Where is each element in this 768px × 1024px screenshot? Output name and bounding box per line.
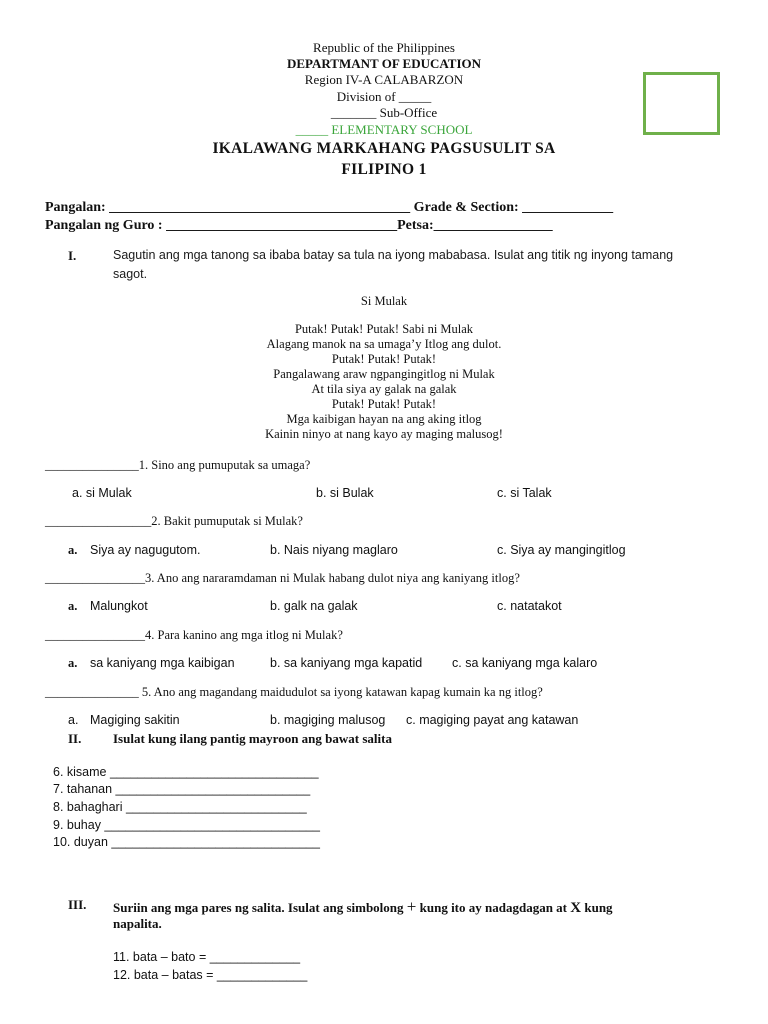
question-5: _______________ 5. Ano ang magandang maidudulot sa iyong katawan kapag kumain ka ng itlog? xyxy=(45,685,543,699)
item-7: 7. tahanan ____________________________ xyxy=(53,782,311,796)
poem-line: Pangalawang araw ngpangingitlog ni Mulak xyxy=(273,367,495,381)
q4-choice-b: b. sa kaniyang mga kapatid xyxy=(270,656,423,670)
section-1-instruction-cont: sagot. xyxy=(113,267,148,281)
poem-line: Alagang manok na sa umaga’y Itlog ang dulot. xyxy=(266,337,502,351)
question-2: _________________2. Bakit pumuputak si Mulak? xyxy=(45,514,303,528)
item-9: 9. buhay _______________________________ xyxy=(53,818,320,832)
poem-line: Mga kaibigan hayan na ang aking itlog xyxy=(286,412,482,426)
region-line: Region IV-A CALABARZON xyxy=(304,72,464,87)
q2-choice-a: Siya ay nagugutom. xyxy=(90,543,201,557)
poem-line: At tila siya ay galak na galak xyxy=(311,382,457,396)
exam-subject: FILIPINO 1 xyxy=(341,161,427,178)
department-line: DEPARTMANT OF EDUCATION xyxy=(286,56,482,71)
q5-choice-a: Magiging sakitin xyxy=(90,713,180,727)
q4-choice-c: c. sa kaniyang mga kalaro xyxy=(452,656,598,670)
section-3-instruction-b: kung ito ay nadagdagan at xyxy=(419,900,568,915)
section-2-number: II. xyxy=(68,731,82,746)
q5-choice-c: c. magiging payat ang katawan xyxy=(406,713,579,727)
q4-choice-a: sa kaniyang mga kaibigan xyxy=(90,656,235,670)
item-10: 10. duyan ______________________________ xyxy=(53,835,320,849)
section-1-number: I. xyxy=(68,248,77,263)
question-4: ________________4. Para kanino ang mga itlog ni Mulak? xyxy=(45,628,343,642)
item-6: 6. kisame ______________________________ xyxy=(53,765,319,779)
item-12: 12. bata – batas = _____________ xyxy=(113,968,308,982)
poem-line: Putak! Putak! Putak! xyxy=(331,352,437,366)
q4-choice-a-letter: a. xyxy=(68,656,78,670)
q3-choice-a: Malungkot xyxy=(90,599,148,613)
poem-line: Kainin ninyo at nang kayo ay maging malusog! xyxy=(265,427,503,441)
q5-choice-b: b. magiging malusog xyxy=(270,713,386,727)
poem-line: Putak! Putak! Putak! Sabi ni Mulak xyxy=(294,322,474,336)
q1-choice-c: c. si Talak xyxy=(497,486,552,500)
section-3-number: III. xyxy=(68,897,87,912)
exam-title: IKALAWANG MARKAHANG PAGSUSULIT SA xyxy=(212,140,556,157)
q3-choice-a-letter: a. xyxy=(68,599,78,613)
q1-choice-b: b. si Bulak xyxy=(316,486,374,500)
q3-choice-b: b. galk na galak xyxy=(270,599,358,613)
question-1: _______________1. Sino ang pumuputak sa umaga? xyxy=(45,458,311,472)
photo-box xyxy=(643,72,720,135)
plus-symbol: + xyxy=(406,897,417,916)
q1-choice-a: a. si Mulak xyxy=(72,486,132,500)
section-3-instruction xyxy=(113,897,613,917)
name-grade-line: Pangalan: ___________________________________________ Grade & Section: _____________ xyxy=(45,200,614,215)
teacher-date-line: Pangalan ng Guro : _________________________________Petsa:_________________ xyxy=(45,218,553,233)
suboffice-line: _______ Sub-Office xyxy=(330,105,438,120)
division-line: Division of _____ xyxy=(336,89,432,104)
section-3-instruction-cont: napalita. xyxy=(113,916,162,931)
republic-line: Republic of the Philippines xyxy=(313,40,455,55)
section-1-instruction: Sagutin ang mga tanong sa ibaba batay sa tula na iyong mababasa. Isulat ang titik ng inyong tamang xyxy=(113,248,674,262)
q2-choice-c: c. Siya ay mangingitlog xyxy=(497,543,626,557)
school-line: _____ ELEMENTARY SCHOOL xyxy=(295,122,473,137)
item-8: 8. bahaghari __________________________ xyxy=(53,800,307,814)
x-symbol: X xyxy=(570,900,582,916)
q2-choice-b: b. Nais niyang maglaro xyxy=(270,543,398,557)
poem-title: Si Mulak xyxy=(360,294,408,308)
section-2-instruction: Isulat kung ilang pantig mayroon ang bawat salita xyxy=(113,731,392,746)
section-3-instruction-c: kung xyxy=(584,900,613,915)
q5-choice-a-letter: a. xyxy=(68,713,79,727)
section-3-instruction-a: Suriin ang mga pares ng salita. Isulat ang simbolong xyxy=(113,900,404,915)
question-3: ________________3. Ano ang nararamdaman ni Mulak habang dulot niya ang kaniyang itlog? xyxy=(45,571,520,585)
item-11: 11. bata – bato = _____________ xyxy=(113,950,301,964)
poem-line: Putak! Putak! Putak! xyxy=(331,397,437,411)
q3-choice-c: c. natatakot xyxy=(497,599,562,613)
q2-choice-a-letter: a. xyxy=(68,543,78,557)
